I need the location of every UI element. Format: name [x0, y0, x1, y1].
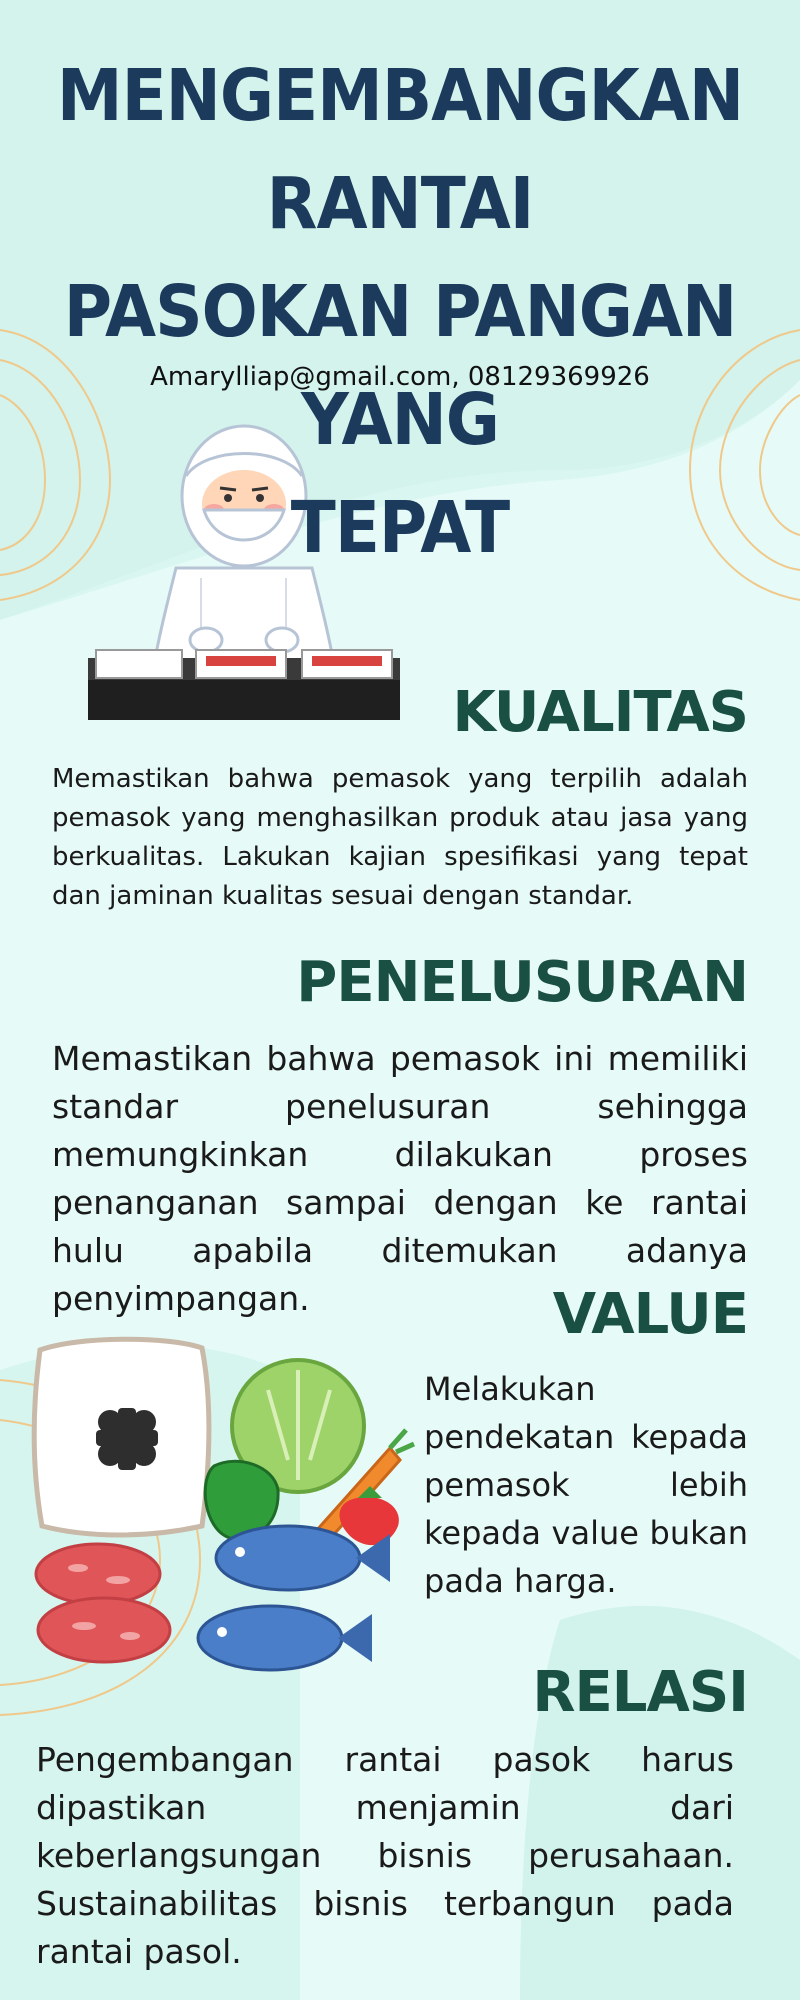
body-relasi: Pengembangan rantai pasok harus dipastikan menjamin dari keberlangsungan bisnis perusahaan. Sustainabilitas bisnis terbangun pada rantai pasol.: [36, 1740, 734, 1971]
heading-kualitas: KUALITAS: [452, 680, 748, 745]
body-penelusuran: Memastikan bahwa pemasok ini memiliki standar penelusuran sehingga memungkinkan dilakukan proses penanganan sampai dengan ke rantai hulu apabila ditemukan adanya penyimpangan.: [52, 1039, 748, 1318]
heading-relasi: RELASI: [532, 1660, 748, 1725]
page-title: [20, 42, 780, 582]
title-line-1: MENGEMBANGKAN RANTAI: [56, 53, 744, 246]
title-line-3: TEPAT: [290, 485, 510, 570]
heading-penelusuran: PENELUSURAN: [296, 950, 748, 1015]
contact-info: Amarylliap@gmail.com, 08129369926: [150, 362, 650, 392]
body-value: Melakukan pendekatan kepada pemasok lebih kepada value bukan pada harga.: [424, 1370, 748, 1600]
heading-value: VALUE: [552, 1282, 748, 1347]
rice-bag-meat-vegetables-fish-illustration: [18, 1330, 418, 1686]
title-line-2: PASOKAN PANGAN YANG: [63, 269, 737, 462]
body-kualitas: Memastikan bahwa pemasok yang terpilih adalah pemasok yang menghasilkan produk atau jasa yang berkualitas. Lakukan kajian spesifikasi yang tepat dan jaminan kualitas sesuai dengan standar.: [52, 764, 748, 911]
